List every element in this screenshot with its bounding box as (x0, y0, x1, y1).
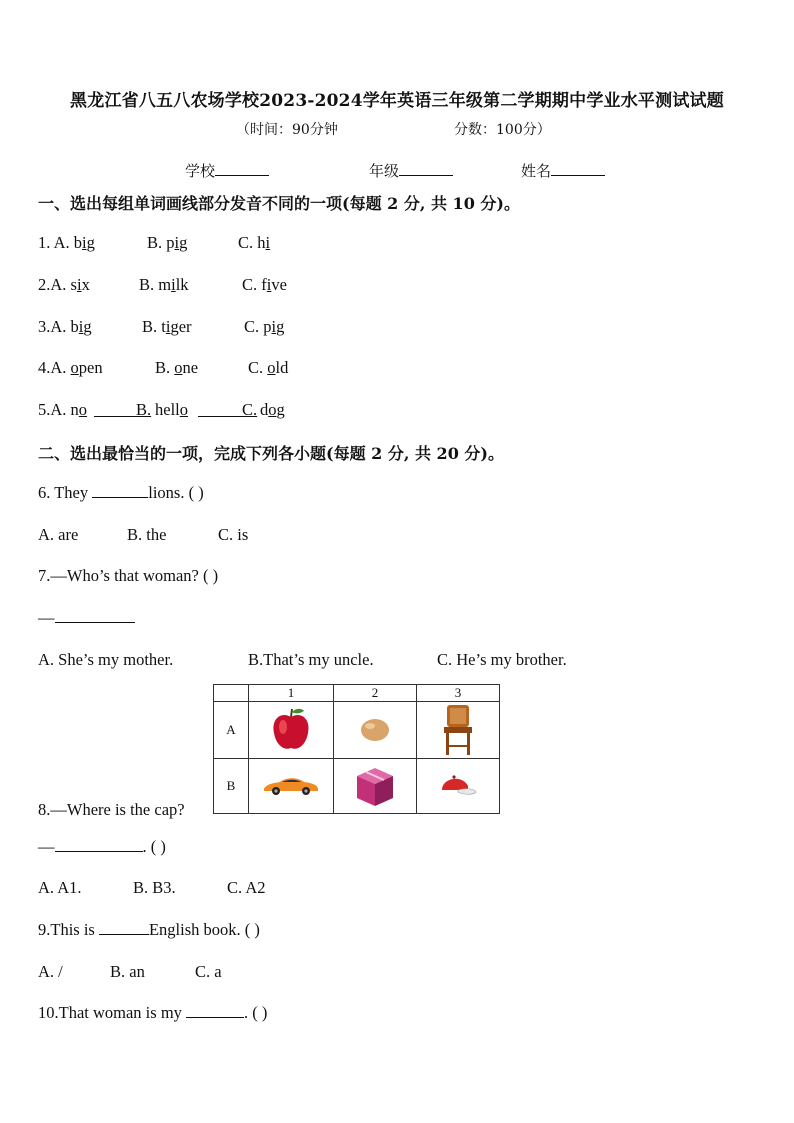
section1-title: 一、选出每组单词画线部分发音不同的一项(每题 2 分, 共 10 分)。 (38, 194, 520, 213)
q6-option-a: A. are (38, 525, 79, 544)
question-5 (38, 400, 285, 420)
q4-a-pre: A. (50, 358, 71, 377)
grade-label: 年级 (369, 162, 400, 180)
q1-a-pre: A. b (53, 233, 83, 252)
question-3 (38, 317, 285, 337)
q7-dash: — (38, 608, 55, 627)
grade-field (369, 160, 453, 181)
q5-c-underline: o (268, 400, 277, 419)
grid-row-a: A (214, 702, 249, 759)
apple-icon (271, 707, 311, 753)
name-label: 姓名 (521, 162, 552, 180)
q1-b-pre: B. p (147, 233, 175, 252)
q2-b-pre: B. m (139, 275, 172, 294)
q5-a-underline: o (78, 400, 88, 419)
cell-a3 (417, 702, 500, 759)
q5-c-label: C. (242, 400, 258, 419)
q10-blank (186, 1003, 244, 1018)
q5-a-pre: A. n (50, 400, 79, 419)
q7-option-c: C. He’s my brother. (437, 650, 567, 669)
school-label: 学校 (185, 162, 216, 180)
q4-a-post: pen (78, 358, 103, 377)
q8-option-c: C. A2 (227, 878, 266, 897)
question-6 (38, 483, 204, 503)
q3-c-pre: C. p (244, 317, 272, 336)
name-blank (551, 161, 605, 176)
q10-stem-pre: 10.That woman is my (38, 1003, 187, 1022)
q2-a-pre: A. s (50, 275, 77, 294)
question-4 (38, 358, 289, 378)
q8-tail: . ( ) (142, 837, 166, 856)
q5-gap-1 (94, 400, 136, 417)
q3-a-underline: i (78, 317, 84, 336)
q9-blank (99, 920, 149, 935)
question-7-options (38, 650, 567, 670)
q3-c-post: g (276, 317, 285, 336)
q9-stem-post: English book. ( ) (148, 920, 260, 939)
q2-b-post: lk (175, 275, 189, 294)
q1-c-pre: C. h (238, 233, 266, 252)
chair-icon (441, 703, 475, 757)
q8-option-b: B. B3. (133, 878, 176, 897)
exam-title: 黑龙江省八五八农场学校2023-2024学年英语三年级第二学期期中学业水平测试试题 (70, 91, 724, 111)
egg-icon (359, 717, 391, 743)
q4-b-post: ne (182, 358, 199, 377)
q6-stem-post: lions. ( ) (148, 483, 204, 502)
name-field (521, 160, 605, 181)
grid-corner (214, 685, 249, 702)
question-10 (38, 1003, 267, 1023)
q2-c-post: ve (271, 275, 287, 294)
q3-b-underline: i (165, 317, 171, 336)
exam-score: 分数：100分） (454, 122, 551, 138)
gift-box-icon (355, 764, 395, 808)
q8-blank (55, 837, 143, 852)
q4-num: 4. (38, 358, 51, 377)
question-6-options (38, 525, 249, 545)
q1-a-underline: i (82, 233, 87, 252)
question-8-answer-line (38, 837, 166, 857)
cap-icon (438, 772, 478, 800)
q7-option-a: A. She’s my mother. (38, 650, 174, 669)
q9-option-a: A. / (38, 962, 63, 981)
q2-c-underline: i (266, 275, 272, 294)
school-blank (215, 161, 269, 176)
q8-option-a: A. A1. (38, 878, 82, 897)
q6-blank (92, 483, 148, 498)
q2-b-underline: i (171, 275, 176, 294)
q4-a-underline: o (70, 358, 79, 377)
question-1 (38, 233, 271, 253)
question-8: 8.—Where is the cap? (38, 800, 185, 819)
q4-b-pre: B. (155, 358, 175, 377)
q3-b-pre: B. t (142, 317, 166, 336)
q7-option-b: B.That’s my uncle. (248, 650, 374, 669)
q2-num: 2. (38, 275, 51, 294)
q1-b-post: g (179, 233, 188, 252)
grid-col-1: 1 (249, 685, 334, 702)
q6-option-c: C. is (218, 525, 249, 544)
q9-option-c: C. a (195, 962, 222, 981)
cell-b1 (249, 759, 334, 814)
car-icon (262, 775, 320, 797)
q5-c-pre: d (260, 400, 269, 419)
q2-a-post: x (81, 275, 90, 294)
grid-col-2: 2 (334, 685, 417, 702)
q3-b-post: ger (170, 317, 192, 336)
q7-blank (55, 608, 135, 623)
exam-time: （时间：90分钟 (236, 122, 338, 138)
q4-c-underline: o (267, 358, 276, 377)
q2-a-underline: i (76, 275, 82, 294)
cell-a1 (249, 702, 334, 759)
q4-c-pre: C. (248, 358, 268, 377)
q10-stem-post: . ( ) (244, 1003, 268, 1022)
picture-grid-table (213, 684, 500, 814)
q8-dash: — (38, 837, 55, 856)
question-7-answer-line (38, 608, 135, 628)
grade-blank (399, 161, 453, 176)
q5-num: 5. (38, 400, 51, 419)
cell-b2 (334, 759, 417, 814)
q4-b-underline: o (174, 358, 183, 377)
q3-num: 3. (38, 317, 51, 336)
q5-c-post: g (276, 400, 285, 419)
q9-option-b: B. an (110, 962, 145, 981)
q5-gap-2 (198, 400, 242, 417)
q5-b-label: B. (136, 400, 152, 419)
q1-b-underline: i (174, 233, 180, 252)
q3-c-underline: i (271, 317, 277, 336)
q6-stem-pre: 6. They (38, 483, 93, 502)
q6-option-b: B. the (127, 525, 167, 544)
school-field (185, 160, 269, 181)
cell-a2 (334, 702, 417, 759)
q4-c-post: ld (275, 358, 289, 377)
q9-stem-pre: 9.This is (38, 920, 99, 939)
q3-a-post: g (83, 317, 92, 336)
question-9-options (38, 962, 222, 982)
question-7: 7.—Who’s that woman? ( ) (38, 566, 219, 585)
question-2 (38, 275, 287, 295)
q5-b-pre: hell (155, 400, 180, 419)
cell-b3 (417, 759, 500, 814)
q1-c-underline: i (265, 233, 271, 252)
section2-title: 二、选出最恰当的一项，完成下列各小题(每题 2 分, 共 20 分)。 (38, 444, 504, 463)
q3-a-pre: A. b (50, 317, 79, 336)
q5-b-underline: o (179, 400, 188, 419)
question-8-options (38, 878, 266, 898)
q1-a-post: g (86, 233, 95, 252)
grid-col-3: 3 (417, 685, 500, 702)
question-9 (38, 920, 260, 940)
grid-row-b: B (214, 759, 249, 814)
q1-num: 1. (38, 233, 54, 252)
q2-c-pre: C. f (242, 275, 267, 294)
